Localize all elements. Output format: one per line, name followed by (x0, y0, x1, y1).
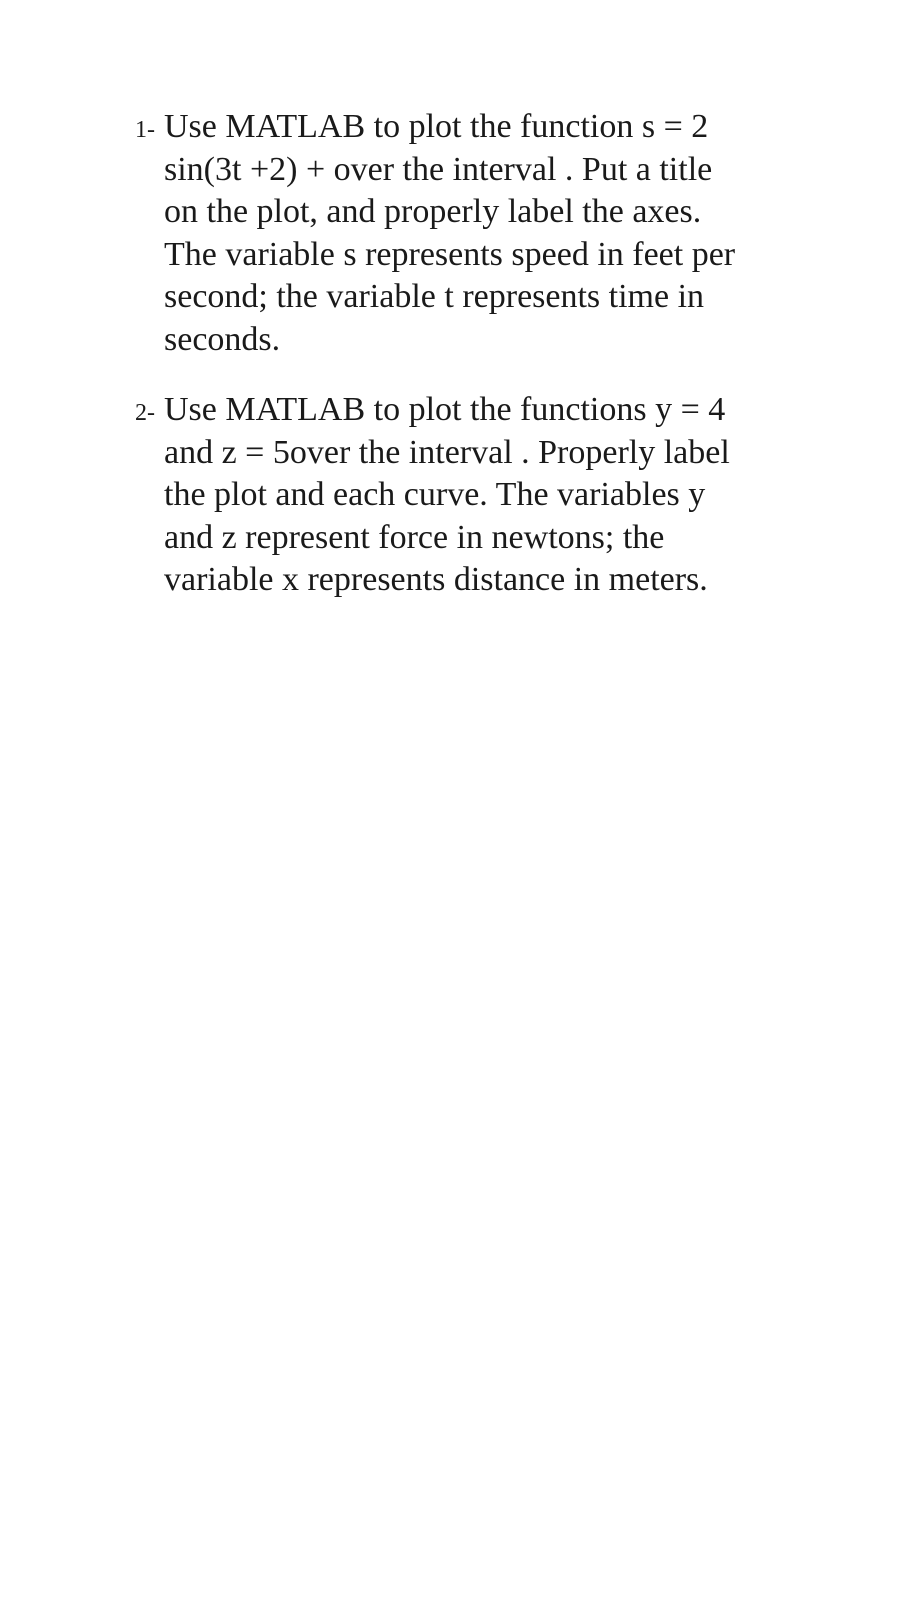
text-line: Use MATLAB to plot the functions y = 4 (164, 391, 726, 428)
problem-1 (135, 106, 785, 361)
problem-number: 1- (135, 117, 155, 143)
problem-text (164, 106, 785, 361)
text-line: and z = 5over the interval . Properly label (164, 433, 730, 471)
problem-list (135, 106, 785, 630)
text-line: on the plot, and properly label the axes. (164, 193, 702, 230)
text-line: second; the variable t represents time in (164, 278, 705, 315)
text-line: seconds. (164, 320, 281, 358)
text-line: The variable s represents speed in feet per (164, 235, 736, 273)
problem-text (164, 389, 785, 602)
text-line: Use MATLAB to plot the function s = 2 (164, 108, 709, 145)
text-line: the plot and each curve. The variables y (164, 476, 706, 513)
problem-number: 2- (135, 400, 155, 426)
text-line: and z represent force in newtons; the (164, 518, 665, 556)
problem-2 (135, 389, 785, 602)
text-line: sin(3t +2) + over the interval . Put a title (164, 150, 713, 188)
text-line: variable x represents distance in meters. (164, 561, 708, 598)
